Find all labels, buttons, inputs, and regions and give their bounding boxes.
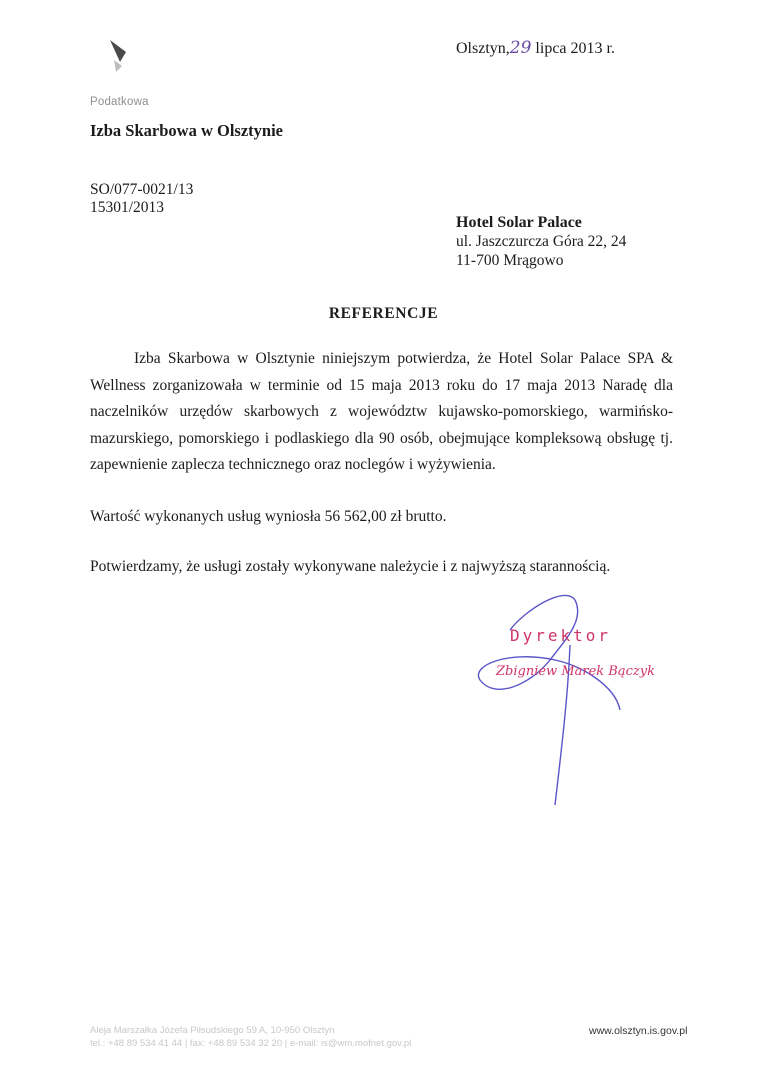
place: Olsztyn,: [456, 40, 510, 57]
month-year: lipca 2013 r.: [535, 40, 615, 57]
handwritten-day: 29: [509, 38, 532, 58]
recipient-street: ul. Jaszczurcza Góra 22, 24: [456, 233, 627, 250]
stamp-name: Zbigniew Marek Bączyk: [496, 664, 655, 679]
document-title: REFERENCJE: [328, 305, 439, 322]
issuer-name: Izba Skarbowa w Olsztynie: [90, 121, 283, 140]
institution-logo-icon: [100, 36, 140, 76]
confirmation-line: Potwierdzamy, że usługi zostały wykonywane należycie i z najwyższą starannością.: [90, 558, 611, 575]
case-number: 15301/2013: [90, 199, 165, 216]
footer-address: [90, 1024, 411, 1050]
body-paragraph: [90, 346, 673, 479]
stamp-role: Dyrektor: [510, 626, 612, 645]
footer-contact-line: tel.: +48 89 534 41 44 | fax: +48 89 534 32 20 | e-mail: is@wm.mofnet.gov.pl: [90, 1038, 412, 1049]
value-line: Wartość wykonanych usług wyniosła 56 562,00 zł brutto.: [90, 508, 447, 525]
department-label: Podatkowa: [90, 96, 149, 108]
place-date: [456, 38, 615, 58]
footer-website: www.olsztyn.is.gov.pl: [589, 1025, 688, 1037]
recipient-address: [456, 213, 626, 270]
body-paragraph-text: Izba Skarbowa w Olsztynie niniejszym potwierdza, że Hotel Solar Palace SPA & Wellness zorganizowała w terminie od 15 maja 2013 roku do 17 maja 2013 Naradę dla naczelników urzędów skarbowych z województw kujawsko-pomorskiego, warmińsko-mazurskiego, pomorskiego i podlaskiego dla 90 osób, obejmujące kompleksową obsługę tj. zapewnienie zaplecza technicznego oraz noclegów i wyżywienia.: [90, 350, 673, 473]
handwritten-signature: [470, 585, 640, 810]
recipient-city: 11-700 Mrągowo: [456, 252, 564, 269]
recipient-name: Hotel Solar Palace: [456, 214, 582, 231]
reference-number: SO/077-0021/13: [90, 181, 194, 198]
footer-address-line: Aleja Marszałka Józefa Piłsudskiego 59 A, 10-950 Olsztyn: [90, 1025, 335, 1036]
